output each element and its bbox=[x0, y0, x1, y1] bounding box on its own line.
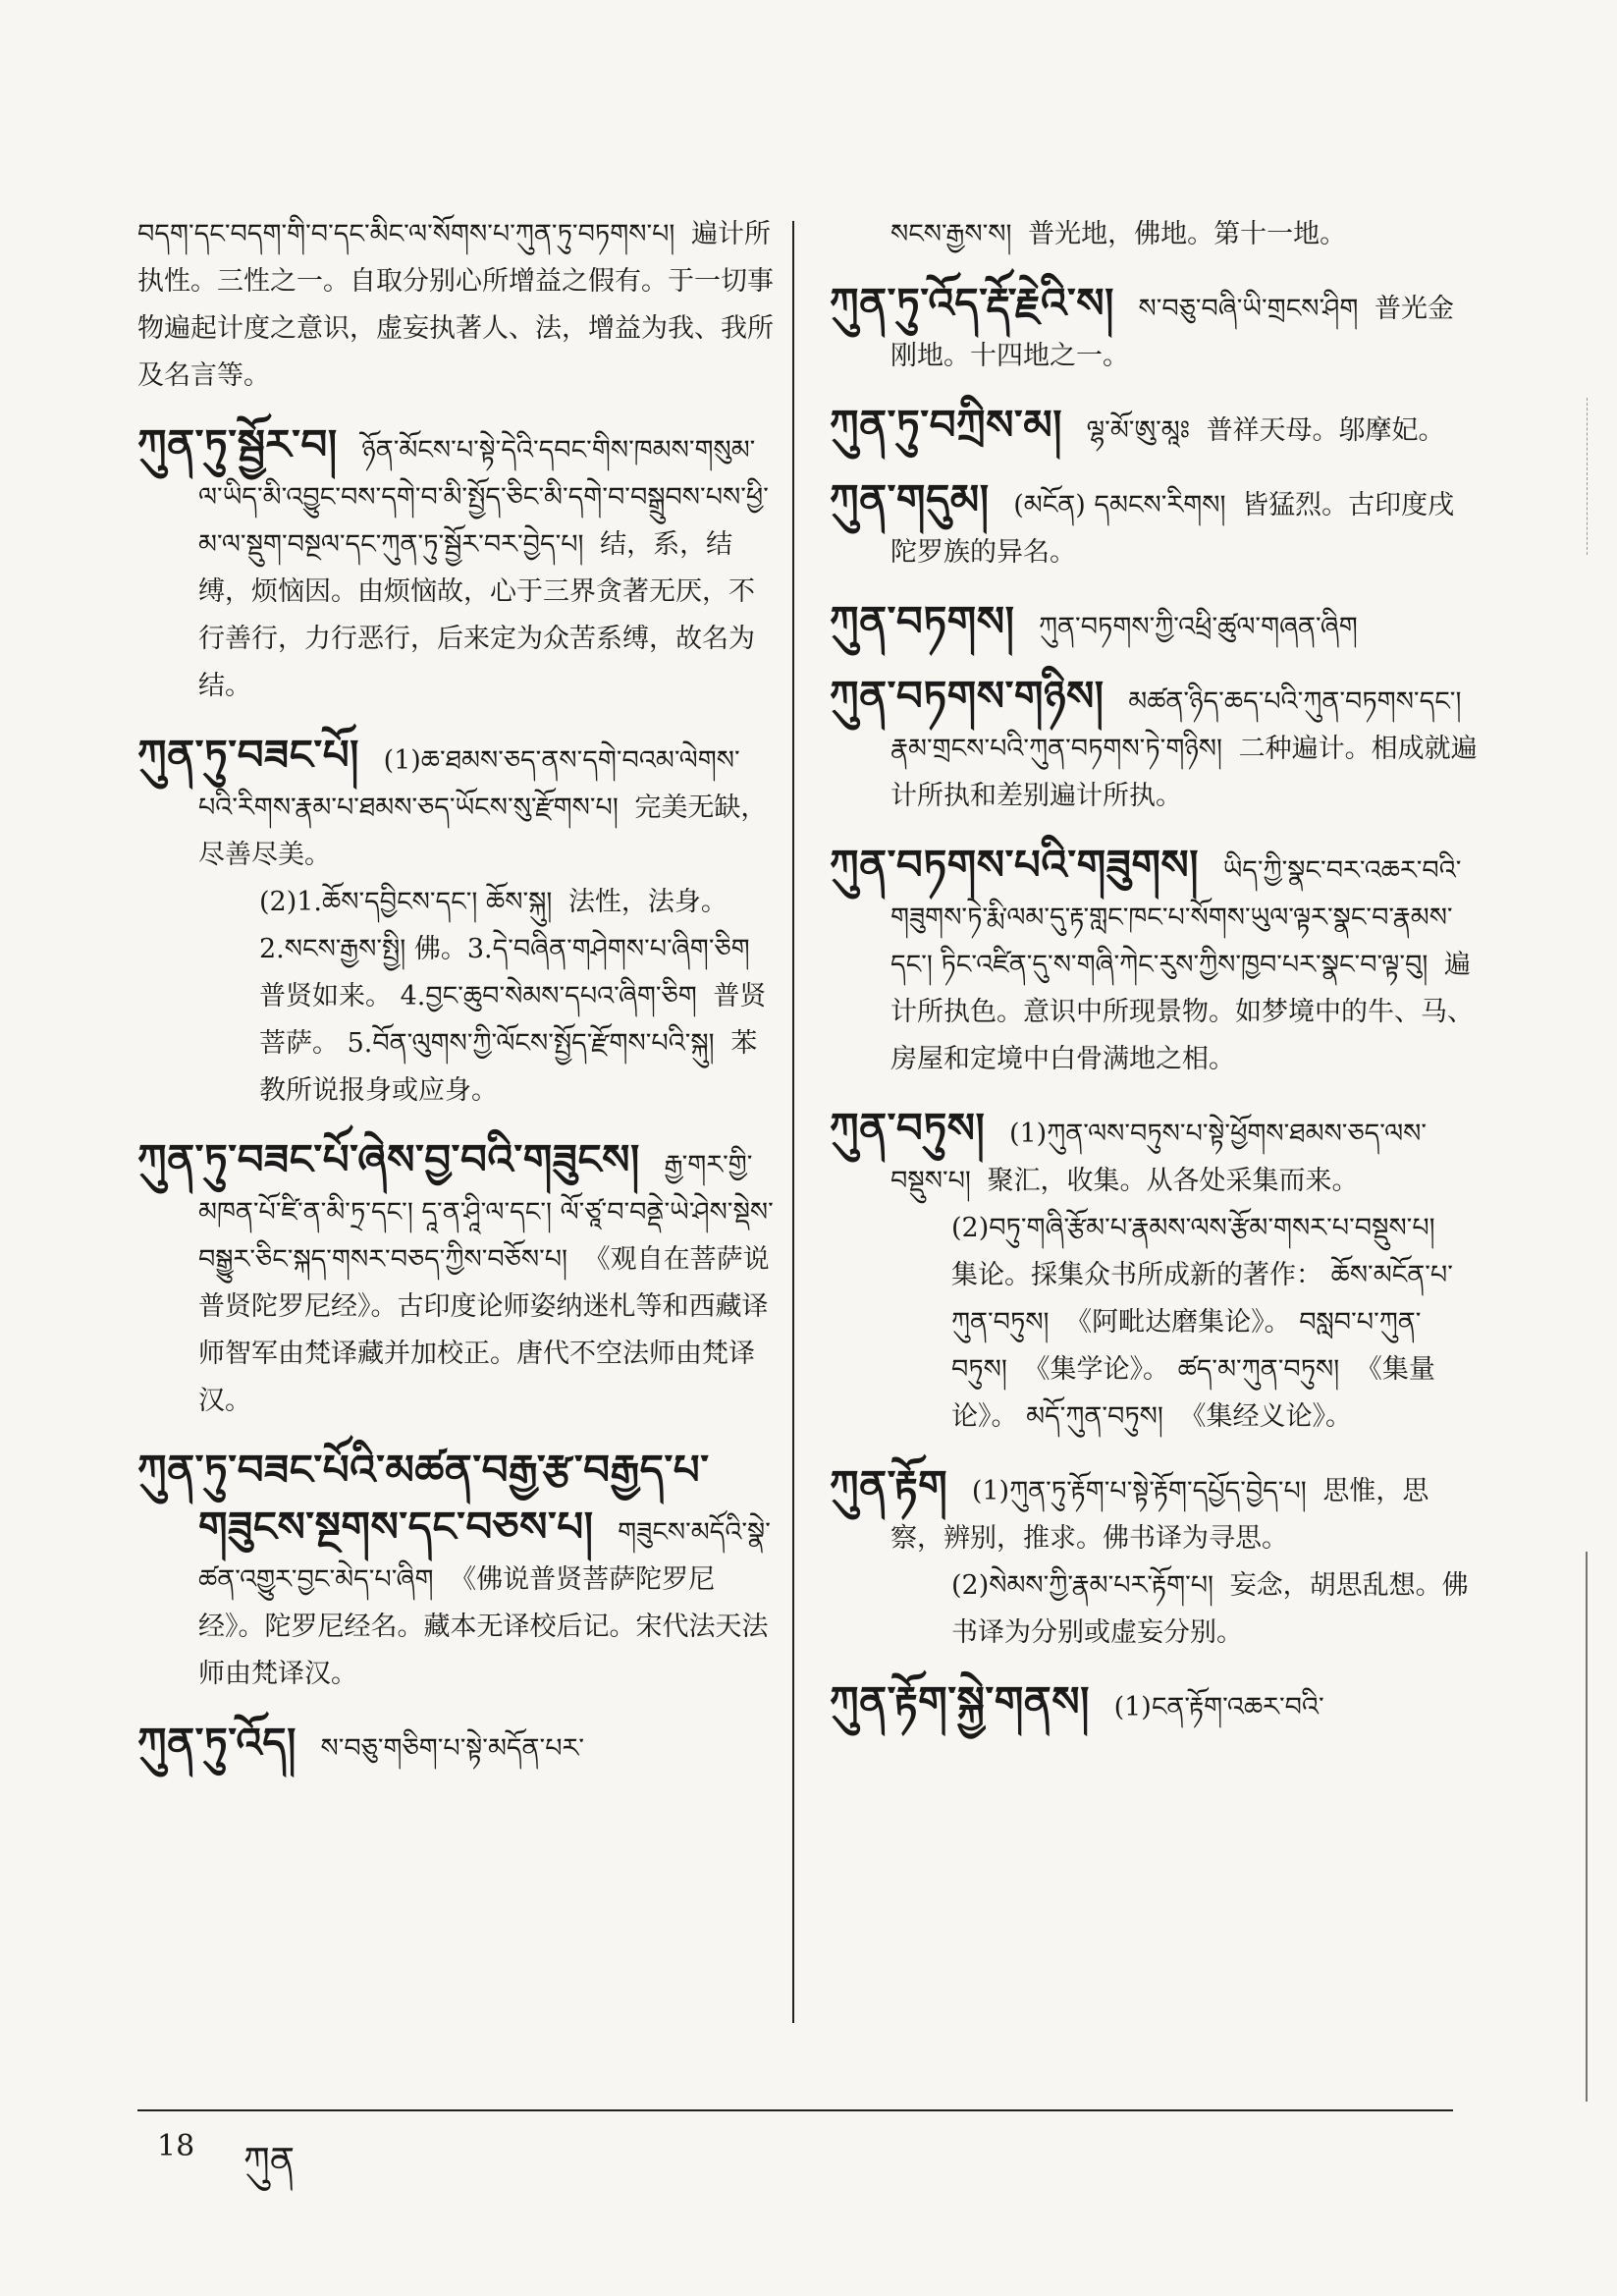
entry-tibetan-definition: (མངོན) དམངས་རིགས། bbox=[1013, 490, 1226, 520]
sense-tibetan: ཚད་མ་ཀུན་བཏུས། bbox=[1177, 1354, 1340, 1385]
entry-tibetan-definition: ལྷ་མོ་ཨུ་མཱཿ bbox=[1086, 415, 1190, 446]
entry-headword: ཀུན་ཏུ་བཟང་པོ་ཞེས་བྱ་བའི་གཟུངས། bbox=[137, 1135, 640, 1183]
entry-chinese-definition: 遍计所执色。意识中所现景物。如梦境中的牛、马、房屋和定境中白骨满地之相。 bbox=[890, 950, 1474, 1074]
entry bbox=[137, 1716, 776, 1773]
sense-chinese: 苯教所说报身或应身。 bbox=[259, 1028, 758, 1106]
entry-chinese-definition: 完美无缺，尽善尽美。 bbox=[198, 793, 768, 870]
sense-tibetan: (2)1.ཆོས་དབྱིངས་དང་། ཆོས་སྐུ། bbox=[259, 887, 553, 917]
entry-tibetan-definition: (1)ཀུན་ལས་བཏུས་པ་སྟེ་ཕྱོགས་ཐམས་ཅད་ལས་བསྡུས་པ། bbox=[890, 1119, 1428, 1196]
sense-tibetan: 2.སངས་རྒྱས་སྤྱི། 佛。3.དེ་བཞིན་གཤེགས་པ་ཞིག་ཅིག bbox=[259, 934, 750, 964]
entry-headword: ཀུན་རྟོག་སྐྱེ་གནས། bbox=[830, 1677, 1090, 1725]
column-divider bbox=[792, 221, 794, 2023]
entry-tibetan-definition: (1)ཀུན་ཏུ་རྟོག་པ་སྟེ་རྟོག་དཔྱོད་བྱེད་པ། bbox=[971, 1476, 1307, 1506]
entry-headword: ཀུན་ཏུ་བཟང་པོ། bbox=[137, 731, 359, 779]
entry-headword: ཀུན་ཏུ་སྦྱོར་བ། bbox=[137, 420, 338, 468]
entry-chinese-definition: 遍计所执性。三性之一。自取分别心所增益之假有。于一切事物遍起计度之意识，虚妄执著人、法，增益为我、我所及名言等。 bbox=[137, 219, 774, 391]
entry-headword: ཀུན་བཏགས་པའི་གཟུགས། bbox=[830, 841, 1200, 889]
entry-sense bbox=[890, 1205, 1478, 1441]
entry bbox=[830, 211, 1478, 258]
entry-chinese-definition: 《观自在菩萨说普贤陀罗尼经》。古印度论师姿纳迷札等和西藏译师智军由梵译藏并加校正。唐代不空法师由梵译汉。 bbox=[198, 1244, 770, 1416]
entry-chinese-definition: 普祥天母。邬摩妃。 bbox=[1206, 415, 1445, 446]
entry bbox=[137, 728, 776, 1115]
entry-headword: ཀུན་ཏུ་བཀྲིས་མ། bbox=[830, 401, 1063, 449]
entry-tibetan-definition: མཚན་ཉིད་ཆད་པའི་ཀུན་བཏགས་དང་། རྣམ་གྲངས་པའི་ཀུན་བཏགས་ཏེ་གཉིས། bbox=[890, 686, 1462, 764]
entry-headword: ཀུན་ཏུ་འོད། bbox=[137, 1719, 296, 1767]
entry bbox=[830, 594, 1478, 651]
entry bbox=[137, 1443, 776, 1698]
entry-chinese-definition: 思惟，思察，辨别，推求。佛书译为寻思。 bbox=[890, 1476, 1429, 1554]
footer-rule bbox=[137, 2109, 1453, 2111]
entry bbox=[137, 417, 776, 710]
sense-chinese: 《阿毗达磨集论》。 bbox=[1065, 1307, 1291, 1338]
sense-chinese: 法性，法身。 bbox=[567, 887, 728, 917]
entry bbox=[830, 1101, 1478, 1441]
sense-tibetan: (2)བཏུ་གཞི་རྩོམ་པ་རྣམས་ལས་རྩོམ་གསར་པ་བསྡུས་པ། bbox=[951, 1213, 1435, 1243]
entry-tibetan-definition: ཀུན་བཏགས་ཀྱི་འཕྲི་ཚུལ་གཞན་ཞིག bbox=[1039, 612, 1358, 642]
entry-chinese-definition: 二种遍计。相成就遍计所执和差别遍计所执。 bbox=[890, 734, 1478, 811]
sense-tibetan: བསླབ་པ་ཀུན་བཏུས། bbox=[951, 1307, 1422, 1385]
entry-chinese-definition: 《佛说普贤菩萨陀罗尼经》。陀罗尼经名。藏本无译校后记。宋代法天法师由梵译汉。 bbox=[198, 1564, 769, 1689]
running-head: ཀུན bbox=[243, 2139, 296, 2182]
entry bbox=[830, 838, 1478, 1083]
sense-chinese: 普贤菩萨。 bbox=[259, 981, 767, 1059]
entry-headword: ཀུན་བཏགས། bbox=[830, 597, 1015, 645]
entry-tibetan-definition: ཉོན་མོངས་པ་སྟེ་དེའི་དབང་གིས་ཁམས་གསུམ་ལ་ཡིད་མི་འབྱུང་བས་དགེ་བ་མི་སྤྱོད་ཅིང་མི་དགེ་བ་བསྒྲུབས་པས་ཕྱི་མ་ལ་སྡུག་བསྔལ་དང་ཀུན་ཏུ་སྦྱོར་བར་བྱེད་པ། bbox=[198, 435, 769, 560]
entry-tibetan-definition: སངས་རྒྱས་ས། bbox=[890, 219, 1012, 249]
sense-chinese: 《集经义论》。 bbox=[1179, 1401, 1352, 1432]
entry bbox=[830, 472, 1478, 576]
entry-tibetan-definition: (1)ཆ་ཐམས་ཅད་ནས་དགེ་བའམ་ལེགས་པའི་རིགས་རྣམ་པ་ཐམས་ཅད་ཡོངས་སུ་རྫོགས་པ། bbox=[198, 745, 740, 823]
left-column bbox=[137, 211, 776, 1790]
entry-chinese-definition: 聚汇，收集。从各处采集而来。 bbox=[987, 1166, 1359, 1196]
entry-chinese-definition: 皆猛烈。古印度戌陀罗族的异名。 bbox=[890, 490, 1455, 568]
entry-headword: ཀུན་བཏགས་གཉིས། bbox=[830, 672, 1105, 720]
entry-sense bbox=[198, 879, 776, 1115]
scan-margin-marks bbox=[1587, 398, 1609, 555]
entry-headword: ཀུན་བཏུས། bbox=[830, 1104, 986, 1152]
sense-chinese: 集论。採集众书所成新的著作： bbox=[951, 1260, 1322, 1290]
sense-chinese: 妄念，胡思乱想。佛书译为分别或虚妄分别。 bbox=[951, 1570, 1469, 1648]
sense-chinese: 《集量论》。 bbox=[951, 1354, 1435, 1432]
sense-tibetan: 4.བྱང་ཆུབ་སེམས་དཔའ་ཞིག་ཅིག bbox=[400, 981, 697, 1011]
entry-chinese-definition: 普光地，佛地。第十一地。 bbox=[1028, 219, 1347, 249]
entry bbox=[137, 211, 776, 400]
entry-tibetan-definition: བདག་དང་བདག་གི་བ་དང་མིང་ལ་སོགས་པ་ཀུན་ཏུ་བཏགས་པ། bbox=[137, 219, 675, 249]
entry-chinese-definition: 普光金刚地。十四地之一。 bbox=[890, 294, 1454, 371]
entry bbox=[830, 1674, 1478, 1731]
entry-tibetan-definition: (1)ངན་རྟོག་འཆར་བའི་ bbox=[1113, 1692, 1324, 1722]
entry bbox=[830, 398, 1478, 455]
entry-chinese-definition: 结，系，结缚，烦恼因。由烦恼故，心于三界贪著无厌，不行善行，力行恶行，后来定为众苦系缚，故名为结。 bbox=[198, 529, 755, 701]
page-number: 18 bbox=[157, 2129, 195, 2163]
entry-sense bbox=[890, 1562, 1478, 1657]
entry-tibetan-definition: ས་བཅུ་གཅིག་པ་སྟེ་མདོན་པར་ bbox=[320, 1733, 585, 1764]
entry-headword: ཀུན་ཏུ་འོད་རྡོ་རྗེའི་ས། bbox=[830, 279, 1114, 327]
entry bbox=[830, 276, 1478, 380]
entry-tibetan-definition: ས་བཅུ་བཞི་ཡི་གྲངས་ཤིག bbox=[1138, 294, 1359, 324]
entry bbox=[830, 1458, 1478, 1657]
sense-tibetan: ཆོས་མངོན་པ་ཀུན་བཏུས། bbox=[951, 1260, 1453, 1338]
sense-chinese: 《集学论》。 bbox=[1023, 1354, 1169, 1385]
entry-tibetan-definition: ཡིད་ཀྱི་སྣང་བར་འཆར་བའི་གཟུགས་ཏེ་རྨི་ལམ་དུ་རྟ་གླང་ཁང་པ་སོགས་ཡུལ་ལྟར་སྣང་བ་རྣམས་དང་། ཏིང་འཛིན་དུ་ས་གཞི་ཀེང་རུས་ཀྱིས་ཁྱབ་པར་སྣང་བ་ལྟ་བུ། bbox=[890, 855, 1462, 980]
sense-chinese: 普贤如来。 bbox=[259, 981, 392, 1011]
entry-headword: ཀུན་ཏུ་བཟང་པོའི་མཚན་བརྒྱ་རྩ་བརྒྱད་པ་གཟུངས་སྔགས་དང་བཅས་པ། bbox=[137, 1446, 710, 1551]
sense-tibetan: 5.བོན་ལུགས་ཀྱི་ལོངས་སྤྱོད་རྫོགས་པའི་སྐུ། bbox=[347, 1028, 715, 1059]
sense-tibetan: (2)སེམས་ཀྱི་རྣམ་པར་རྟོག་པ། bbox=[951, 1570, 1214, 1601]
entry-headword: ཀུན་རྟོག bbox=[830, 1461, 948, 1509]
scan-margin-marks bbox=[1586, 1552, 1609, 2102]
right-column bbox=[830, 211, 1478, 1749]
entry-headword: ཀུན་གདུམ། bbox=[830, 475, 990, 523]
entry-tibetan-definition: གཟུངས་མདོའི་སྣེ་ཚན་འགྱུར་བྱང་མེད་པ་ཞིག bbox=[198, 1517, 771, 1595]
entry bbox=[137, 1132, 776, 1425]
sense-tibetan: མདོ་ཀུན་བཏུས། bbox=[1026, 1401, 1163, 1432]
entry bbox=[830, 669, 1478, 820]
entry-tibetan-definition: རྒྱ་གར་གྱི་མཁན་པོ་ཛི་ན་མི་ཏྲ་དང་། དཱ་ན་ཤཱི་ལ་དང་། ལོ་ཙཱ་བ་བནྡེ་ཡེ་ཤེས་སྡེས་བསྒྱུར་ཅིང་སྐད་གསར་བཅད་ཀྱིས་བཅོས་པ། bbox=[198, 1150, 774, 1275]
